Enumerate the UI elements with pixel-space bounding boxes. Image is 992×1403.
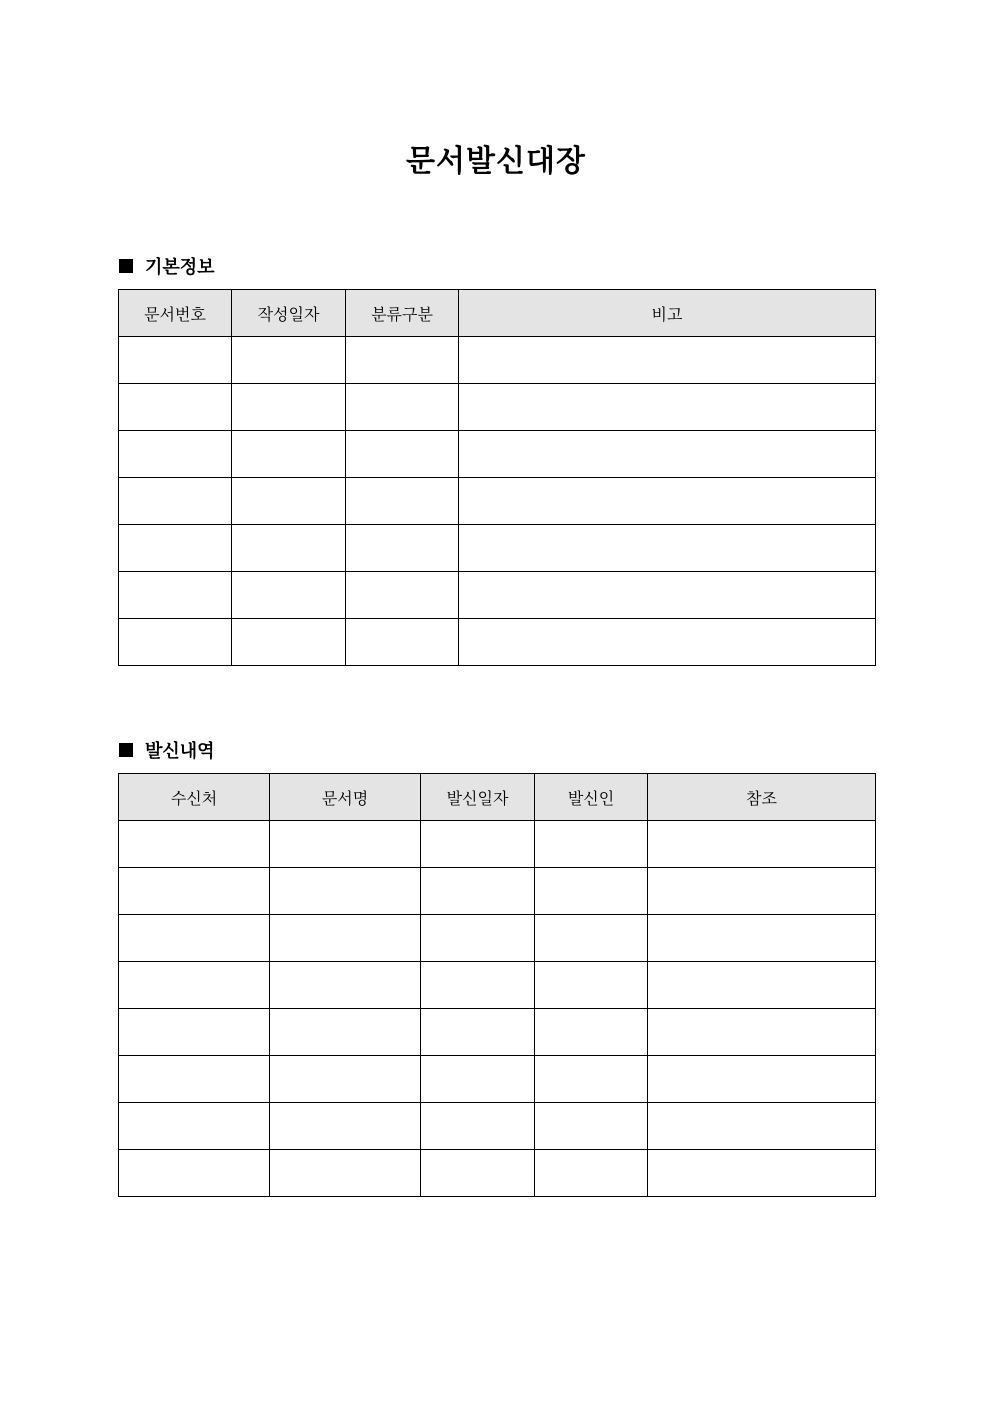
table-cell[interactable] — [270, 1056, 421, 1103]
column-header-sent-date: 발신일자 — [421, 774, 535, 821]
table-cell[interactable] — [270, 1103, 421, 1150]
square-bullet-icon — [119, 743, 133, 757]
table-cell[interactable] — [270, 1150, 421, 1197]
table-cell[interactable] — [346, 478, 459, 525]
table-cell[interactable] — [232, 337, 346, 384]
table-cell[interactable] — [535, 1009, 648, 1056]
table-cell[interactable] — [232, 619, 346, 666]
square-bullet-icon — [119, 259, 133, 273]
table-cell[interactable] — [421, 962, 535, 1009]
section-heading-label: 발신내역 — [145, 741, 215, 762]
section-heading-basic-info — [119, 253, 215, 279]
table-cell[interactable] — [648, 868, 876, 915]
column-header-recipient: 수신처 — [119, 774, 270, 821]
table-cell[interactable] — [535, 1103, 648, 1150]
table-cell[interactable] — [232, 525, 346, 572]
table-cell[interactable] — [270, 1009, 421, 1056]
table-row — [119, 1009, 876, 1056]
table-cell[interactable] — [535, 962, 648, 1009]
table-cell[interactable] — [232, 431, 346, 478]
column-header-created-date: 작성일자 — [232, 290, 346, 337]
table-cell[interactable] — [232, 572, 346, 619]
table-cell[interactable] — [535, 915, 648, 962]
table-cell[interactable] — [535, 1056, 648, 1103]
table-row — [119, 525, 876, 572]
table-cell[interactable] — [270, 821, 421, 868]
table-row — [119, 915, 876, 962]
table-header-row — [119, 290, 876, 337]
table-row — [119, 962, 876, 1009]
column-header-sender: 발신인 — [535, 774, 648, 821]
table-cell[interactable] — [648, 962, 876, 1009]
table-row — [119, 337, 876, 384]
table-cell[interactable] — [421, 915, 535, 962]
table-cell[interactable] — [119, 915, 270, 962]
table-cell[interactable] — [119, 962, 270, 1009]
table-row — [119, 1103, 876, 1150]
table-row — [119, 1056, 876, 1103]
section-heading-label: 기본정보 — [145, 257, 215, 278]
table-cell[interactable] — [648, 1103, 876, 1150]
table-cell[interactable] — [119, 572, 232, 619]
table-cell[interactable] — [648, 1056, 876, 1103]
table-cell[interactable] — [459, 619, 876, 666]
column-header-doc-number: 문서번호 — [119, 290, 232, 337]
table-cell[interactable] — [119, 1056, 270, 1103]
table-cell[interactable] — [346, 572, 459, 619]
table-cell[interactable] — [346, 384, 459, 431]
table-cell[interactable] — [346, 525, 459, 572]
table-cell[interactable] — [346, 619, 459, 666]
section-heading-sent-history — [119, 737, 215, 763]
table-cell[interactable] — [459, 384, 876, 431]
column-header-doc-name: 문서명 — [270, 774, 421, 821]
table-cell[interactable] — [648, 1150, 876, 1197]
basic-info-table — [118, 289, 876, 666]
table-row — [119, 572, 876, 619]
table-row — [119, 478, 876, 525]
table-cell[interactable] — [346, 431, 459, 478]
table-cell[interactable] — [270, 915, 421, 962]
table-row — [119, 384, 876, 431]
table-cell[interactable] — [119, 1009, 270, 1056]
table-cell[interactable] — [270, 962, 421, 1009]
table-cell[interactable] — [421, 868, 535, 915]
column-header-category: 분류구분 — [346, 290, 459, 337]
table-row — [119, 431, 876, 478]
table-cell[interactable] — [232, 478, 346, 525]
column-header-reference: 참조 — [648, 774, 876, 821]
table-cell[interactable] — [119, 525, 232, 572]
table-cell[interactable] — [459, 525, 876, 572]
page-title: 문서발신대장 — [406, 144, 586, 179]
table-cell[interactable] — [648, 821, 876, 868]
table-cell[interactable] — [346, 337, 459, 384]
table-cell[interactable] — [119, 821, 270, 868]
table-row — [119, 821, 876, 868]
table-cell[interactable] — [421, 1009, 535, 1056]
table-row — [119, 868, 876, 915]
sent-history-table — [118, 773, 876, 1197]
table-cell[interactable] — [119, 384, 232, 431]
table-cell[interactable] — [119, 1103, 270, 1150]
table-cell[interactable] — [421, 1056, 535, 1103]
table-cell[interactable] — [270, 868, 421, 915]
table-cell[interactable] — [421, 1150, 535, 1197]
table-cell[interactable] — [119, 431, 232, 478]
table-cell[interactable] — [119, 337, 232, 384]
table-cell[interactable] — [459, 337, 876, 384]
table-cell[interactable] — [119, 1150, 270, 1197]
table-cell[interactable] — [459, 431, 876, 478]
table-cell[interactable] — [459, 572, 876, 619]
table-cell[interactable] — [421, 821, 535, 868]
table-cell[interactable] — [535, 1150, 648, 1197]
table-cell[interactable] — [535, 821, 648, 868]
column-header-remarks: 비고 — [459, 290, 876, 337]
table-header-row — [119, 774, 876, 821]
table-cell[interactable] — [119, 619, 232, 666]
table-cell[interactable] — [535, 868, 648, 915]
table-cell[interactable] — [119, 868, 270, 915]
table-cell[interactable] — [232, 384, 346, 431]
table-cell[interactable] — [119, 478, 232, 525]
table-cell[interactable] — [459, 478, 876, 525]
table-cell[interactable] — [421, 1103, 535, 1150]
table-cell[interactable] — [648, 1009, 876, 1056]
table-cell[interactable] — [648, 915, 876, 962]
table-row — [119, 619, 876, 666]
table-row — [119, 1150, 876, 1197]
